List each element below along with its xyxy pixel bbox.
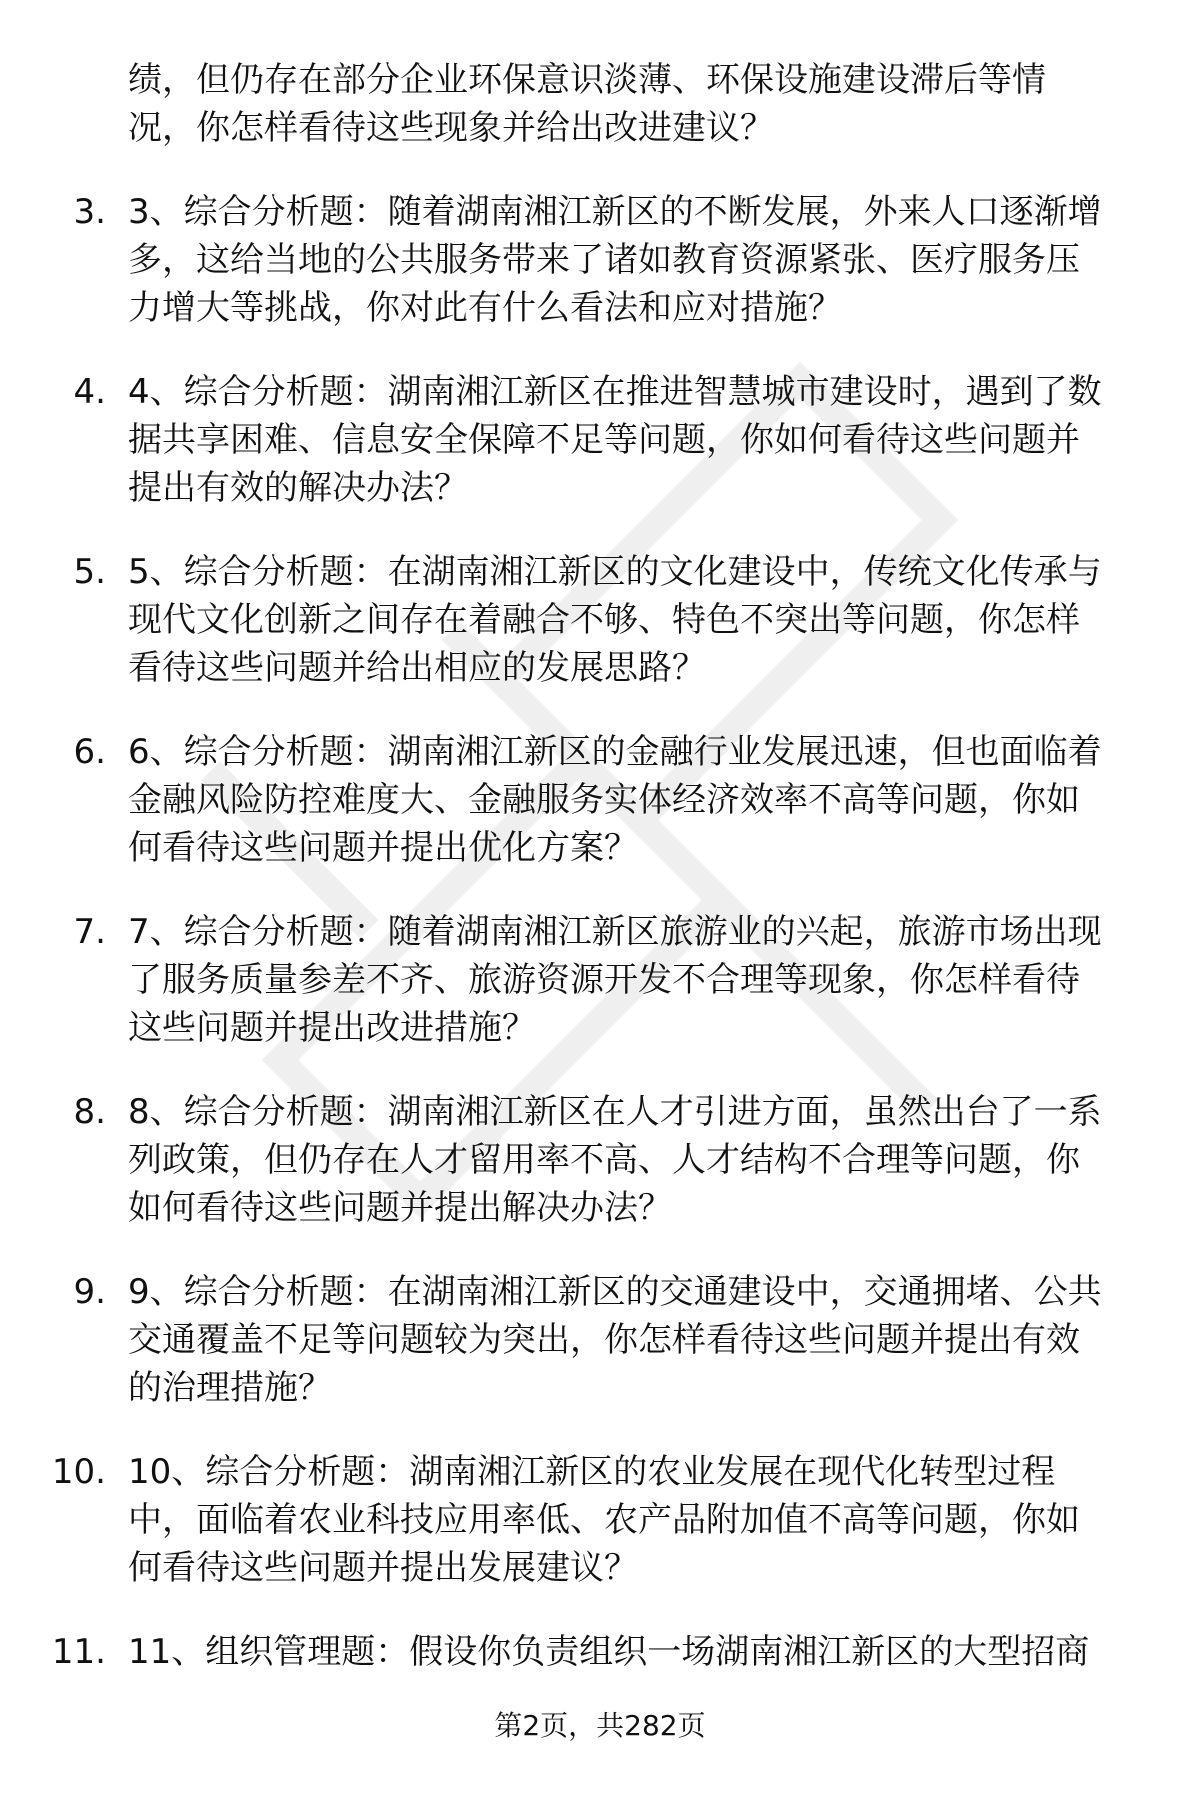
question-line: 5、综合分析题：在湖南湘江新区的文化建设中，传统文化传承与 bbox=[128, 552, 1102, 592]
question-number: 10. bbox=[51, 1452, 106, 1492]
question-line: 8、综合分析题：湖南湘江新区在人才引进方面，虽然出台了一系 bbox=[128, 1092, 1102, 1132]
question-number: 9. bbox=[73, 1272, 106, 1312]
question-text bbox=[128, 908, 1168, 1052]
question-number: 11. bbox=[51, 1632, 106, 1672]
question-line: 金融风险防控难度大、金融服务实体经济效率不高等问题，你如 bbox=[128, 780, 1080, 820]
question-item bbox=[0, 908, 1200, 1088]
question-text bbox=[128, 548, 1168, 692]
question-text bbox=[128, 1628, 1168, 1676]
question-item bbox=[0, 548, 1200, 728]
question-line: 中，面临着农业科技应用率低、农产品附加值不高等问题，你如 bbox=[128, 1500, 1080, 1540]
question-line: 6、综合分析题：湖南湘江新区的金融行业发展迅速，但也面临着 bbox=[128, 732, 1102, 772]
question-number: 3. bbox=[73, 192, 106, 232]
continuation-line: 况，你怎样看待这些现象并给出改进建议？ bbox=[128, 108, 774, 148]
question-line: 9、综合分析题：在湖南湘江新区的交通建设中，交通拥堵、公共 bbox=[128, 1272, 1102, 1312]
continuation-paragraph bbox=[128, 56, 1128, 152]
question-line: 多，这给当地的公共服务带来了诸如教育资源紧张、医疗服务压 bbox=[128, 240, 1080, 280]
question-item bbox=[0, 728, 1200, 908]
question-number: 7. bbox=[73, 912, 106, 952]
question-line: 了服务质量参差不齐、旅游资源开发不合理等现象，你怎样看待 bbox=[128, 960, 1080, 1000]
question-line: 提出有效的解决办法？ bbox=[128, 468, 468, 508]
question-list bbox=[0, 188, 1200, 1808]
question-line: 11、组织管理题：假设你负责组织一场湖南湘江新区的大型招商 bbox=[128, 1632, 1090, 1672]
question-number: 4. bbox=[73, 372, 106, 412]
question-line: 如何看待这些问题并提出解决办法？ bbox=[128, 1188, 672, 1228]
question-line: 列政策，但仍存在人才留用率不高、人才结构不合理等问题，你 bbox=[128, 1140, 1080, 1180]
question-line: 7、综合分析题：随着湖南湘江新区旅游业的兴起，旅游市场出现 bbox=[128, 912, 1102, 952]
question-line: 何看待这些问题并提出发展建议？ bbox=[128, 1548, 638, 1588]
question-line: 力增大等挑战，你对此有什么看法和应对措施？ bbox=[128, 288, 842, 328]
question-line: 现代文化创新之间存在着融合不够、特色不突出等问题，你怎样 bbox=[128, 600, 1080, 640]
question-text bbox=[128, 728, 1168, 872]
question-number: 6. bbox=[73, 732, 106, 772]
question-text bbox=[128, 1088, 1168, 1232]
question-text bbox=[128, 368, 1168, 512]
question-item bbox=[0, 368, 1200, 548]
question-line: 4、综合分析题：湖南湘江新区在推进智慧城市建设时，遇到了数 bbox=[128, 372, 1102, 412]
question-line: 交通覆盖不足等问题较为突出，你怎样看待这些问题并提出有效 bbox=[128, 1320, 1080, 1360]
question-text bbox=[128, 1448, 1168, 1592]
continuation-line: 绩，但仍存在部分企业环保意识淡薄、环保设施建设滞后等情 bbox=[128, 60, 1046, 100]
question-line: 10、综合分析题：湖南湘江新区的农业发展在现代化转型过程 bbox=[128, 1452, 1056, 1492]
question-text bbox=[128, 188, 1168, 332]
question-item bbox=[0, 1448, 1200, 1628]
question-line: 3、综合分析题：随着湖南湘江新区的不断发展，外来人口逐渐增 bbox=[128, 192, 1102, 232]
page-footer bbox=[0, 1706, 1200, 1746]
question-item bbox=[0, 188, 1200, 368]
question-text bbox=[128, 1268, 1168, 1412]
question-line: 何看待这些问题并提出优化方案？ bbox=[128, 828, 638, 868]
question-line: 看待这些问题并给出相应的发展思路？ bbox=[128, 648, 706, 688]
question-line: 的治理措施？ bbox=[128, 1368, 332, 1408]
question-number: 8. bbox=[73, 1092, 106, 1132]
question-line: 据共享困难、信息安全保障不足等问题，你如何看待这些问题并 bbox=[128, 420, 1080, 460]
question-line: 这些问题并提出改进措施？ bbox=[128, 1008, 536, 1048]
question-item bbox=[0, 1268, 1200, 1448]
page-number-label: 第2页，共282页 bbox=[494, 1709, 706, 1742]
question-item bbox=[0, 1088, 1200, 1268]
question-number: 5. bbox=[73, 552, 106, 592]
